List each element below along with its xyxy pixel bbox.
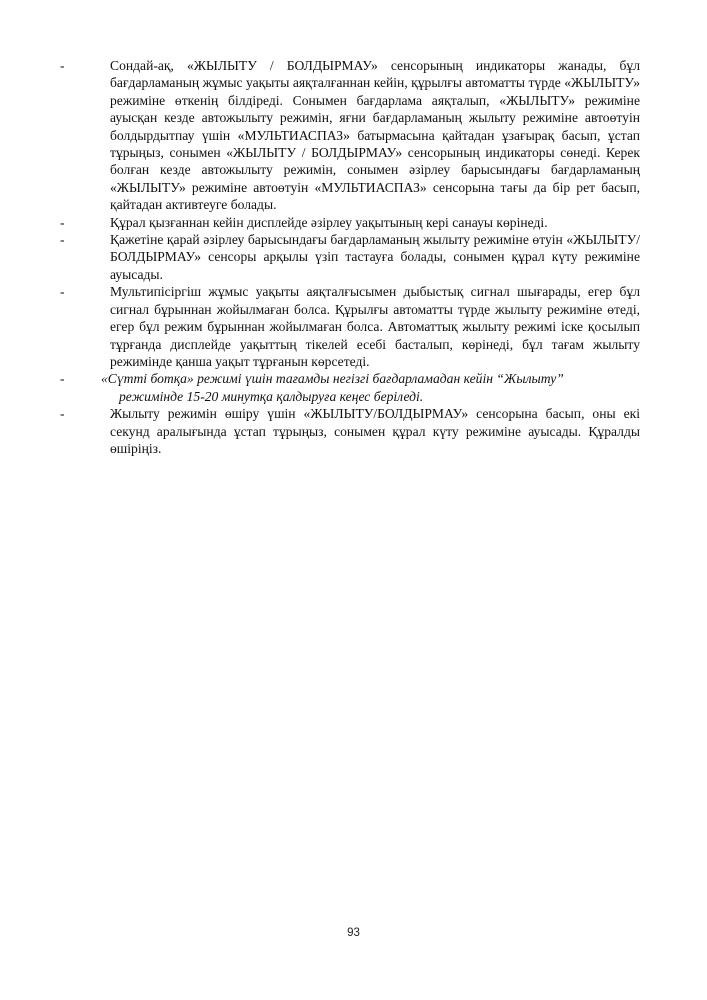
paragraph-text: Қажетіне қарай әзірлеу барысындағы бағдарламаның жылыту режиміне өтуін «ЖЫЛЫТУ/БОЛДЫРМАУ» сенсоры арқылы үзіп тастауға болады, сонымен құрал күту режиміне ауысады. <box>110 232 640 282</box>
paragraph-text: Мультипісіргіш жұмыс уақыты аяқталғысымен дыбыстық сигнал шығарады, егер бұл сигнал бұрыннан жойылмаған болса. Құрылғы автоматты түрде жылыту режиміне өтеді, егер бұл режим бұрыннан жойылмаған болса. Автоматтық жылыту режимі іске қосылып тұрғанда дисплейде уақыттың тікелей есебі басталып, көрінеді, бұл тағам жылыту режимінде қанша уақыт тұрғанын көрсетеді. <box>110 284 640 369</box>
list-item <box>60 405 640 457</box>
note-line-2: режимінде 15-20 минутқа қалдыруға кеңес беріледі. <box>119 388 424 404</box>
instruction-list <box>60 57 640 457</box>
list-bullet: - <box>60 406 65 422</box>
list-item <box>60 283 640 370</box>
list-item <box>60 214 640 231</box>
list-bullet: - <box>60 284 65 300</box>
paragraph-text: Құрал қызғаннан кейін дисплейде әзірлеу уақытының кері санауы көрінеді. <box>110 214 548 230</box>
list-item <box>60 231 640 283</box>
paragraph-text: Жылыту режимін өшіру үшін «ЖЫЛЫТУ/БОЛДЫРМАУ» сенсорына басып, оны екі секунд аралығында ұстап тұрыңыз, сонымен құрал күту режиміне ауысады. Құралды өшіріңіз. <box>110 406 640 456</box>
list-item <box>60 57 640 214</box>
paragraph-text: Сондай-ақ, «ЖЫЛЫТУ / БОЛДЫРМАУ» сенсорының индикаторы жанады, бұл бағдарламаның жұмыс уақыты аяқталғаннан кейін, құрылғы автоматты түрде «ЖЫЛЫТУ» режиміне өткенің білдіреді. Сонымен бағдарлама аяқталып, «ЖЫЛЫТУ» режиміне ауысқан кезде автожылыту режимін, яғни бағдарламаның жылыту режиміне автоөтуін болдырдытпау үшін «МУЛЬТИАСПАЗ» батырмасына қайтадан ұзағырақ басып, ұстап тұрыңыз, сонымен «ЖЫЛЫТУ / БОЛДЫРМАУ» сенсорының индикаторы сөнеді. Керек болған кезде автожылыту режимін, сонымен әзірлеу барысындағы бағдарламаның «ЖЫЛЫТУ» режиміне автоөтуін «МУЛЬТИАСПАЗ» сенсорына тағы да бір рет басып, қайтадан активтеуге болады. <box>110 58 640 213</box>
list-item-note <box>60 370 640 405</box>
list-bullet: - <box>60 232 65 248</box>
list-bullet: - <box>60 214 65 230</box>
page-number: 93 <box>347 927 360 939</box>
list-bullet: - <box>60 371 65 387</box>
note-line-1: «Сүтті ботқа» режимі үшін тағамды негізгі бағдарламадан кейін “Жылыту” <box>101 371 564 387</box>
list-bullet: - <box>60 58 65 73</box>
